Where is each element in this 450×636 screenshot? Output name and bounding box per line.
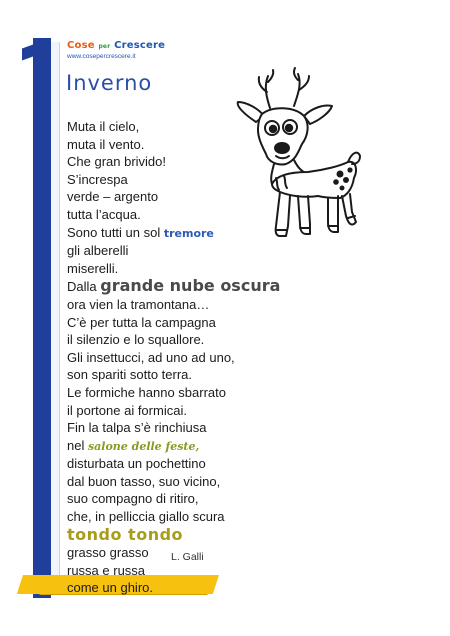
- poem-line-text: dal buon tasso, suo vicino,: [67, 473, 221, 489]
- poem-line-text: russa e russa: [67, 562, 146, 578]
- brand-url[interactable]: www.cosepercrescere.it: [67, 53, 136, 60]
- poem-line-text: il silenzio e lo squallore.: [67, 332, 205, 348]
- poem-line-text: S’increspa: [67, 171, 128, 187]
- poem-line-text: verde – argento: [67, 189, 159, 205]
- poem-line: [67, 526, 367, 545]
- poem-line-text: Sono tutti un sol: [67, 224, 164, 240]
- poem-line-text: ora vien la tramontana…: [67, 296, 210, 312]
- poem-highlight: salone delle feste: [87, 439, 196, 453]
- poem-line: [67, 366, 367, 384]
- poem-line: [67, 490, 367, 508]
- poem-line: [67, 402, 367, 420]
- decorative-band-edge: [51, 42, 60, 592]
- poem-line-text: son spariti sotto terra.: [67, 367, 192, 383]
- poem-line-text: nel: [67, 437, 88, 453]
- poem-line-suffix: ,: [195, 439, 200, 453]
- poem-line: [67, 277, 367, 296]
- author: L. Galli: [171, 551, 204, 563]
- poem-line-text: suo compagno di ritiro,: [67, 491, 199, 507]
- poem-line-text: C’è per tutta la campagna: [67, 314, 216, 330]
- poem-line: [67, 260, 367, 278]
- poem-line-text: il portone ai formicai.: [67, 402, 187, 418]
- poem-line-text: Dalla: [67, 279, 101, 295]
- poem-line-text: muta il vento.: [67, 136, 145, 152]
- poem-line: [67, 349, 367, 367]
- poem-line-text: gli alberelli: [67, 243, 129, 259]
- poem-line-text: disturbata un pochettino: [67, 456, 206, 472]
- brand: [67, 40, 165, 60]
- poem-line: [67, 544, 367, 562]
- poem-line: [67, 242, 367, 260]
- poem-line: [67, 562, 367, 580]
- poem-line: [67, 419, 367, 437]
- poem-line: [67, 384, 367, 402]
- poem-line: [67, 314, 367, 332]
- poem-line-text: come un ghiro.: [67, 580, 153, 596]
- poem-line-text: grasso grasso: [67, 545, 149, 561]
- poem-highlight: grande nube oscura: [100, 276, 281, 296]
- poem-line: [67, 437, 367, 456]
- poem-highlight: tremore: [163, 226, 214, 240]
- brand-logo: Cose per Crescere: [67, 40, 166, 51]
- poem-line-text: miserelli.: [67, 260, 119, 276]
- poem-line: [67, 296, 367, 314]
- poem-line: [67, 508, 367, 526]
- poem-line: [67, 473, 367, 491]
- poem-line-text: Gli insettucci, ad uno ad uno,: [67, 349, 235, 365]
- reindeer-illustration: [232, 66, 362, 244]
- poem-line: [67, 455, 367, 473]
- poem-highlight: tondo tondo: [67, 524, 184, 544]
- poem-line-text: Le formiche hanno sbarrato: [67, 384, 226, 400]
- decorative-band: [33, 38, 51, 598]
- page-title: Inverno: [66, 71, 153, 95]
- poem-line-text: tutta l’acqua.: [67, 206, 141, 222]
- poem-line-text: che, in pelliccia giallo scura: [67, 509, 225, 525]
- poem-line: [67, 579, 367, 597]
- poem-line-text: Che gran brivido!: [67, 154, 166, 170]
- poem-line-text: Fin la talpa s’è rinchiusa: [67, 420, 207, 436]
- poem-line-text: Muta il cielo,: [67, 119, 140, 134]
- poem-line: [67, 331, 367, 349]
